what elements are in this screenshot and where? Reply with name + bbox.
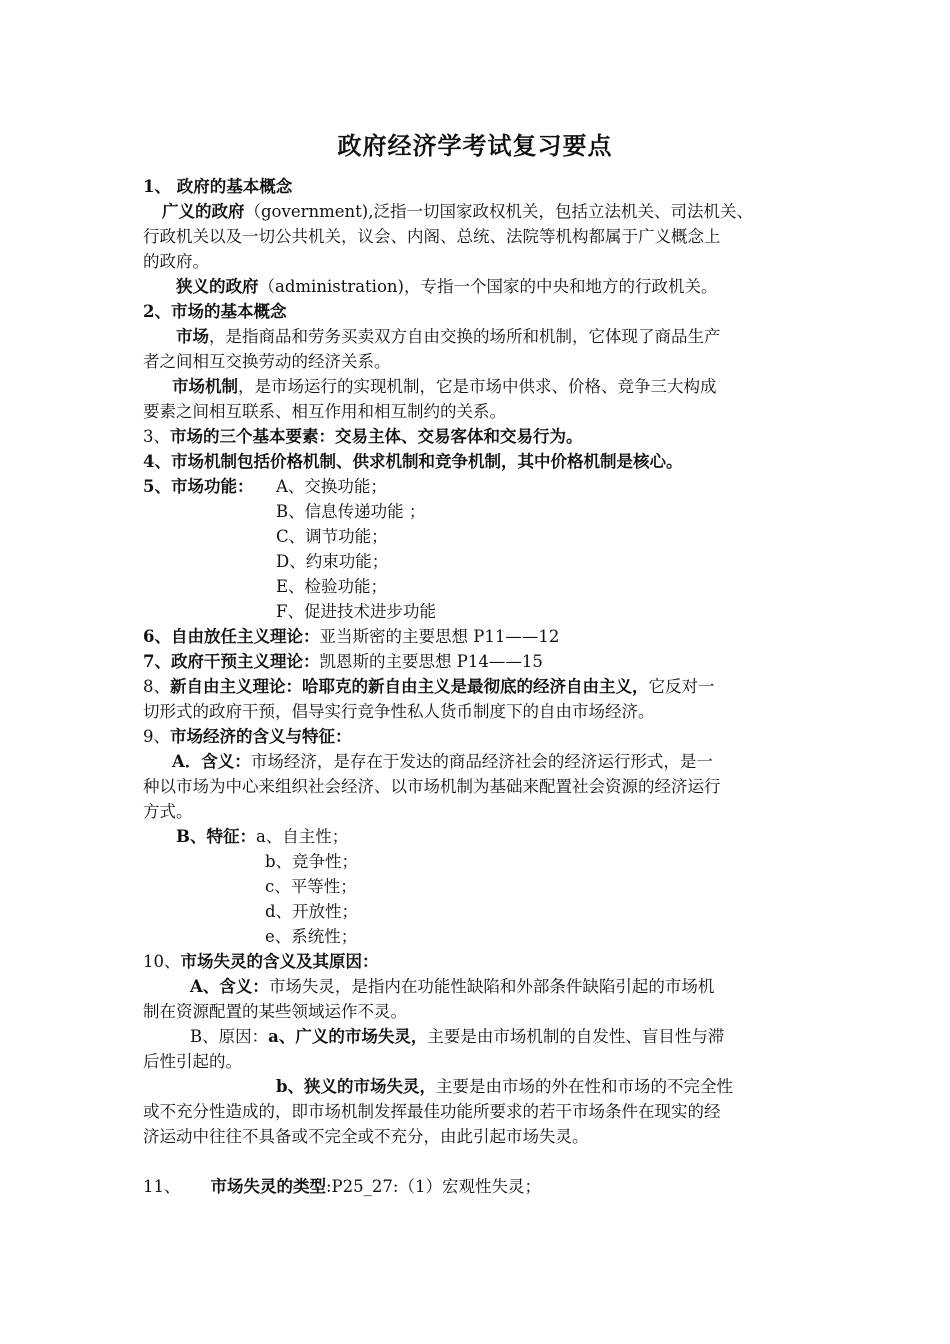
text-span: 市场经济，是存在于发达的商品经济社会的经济运行形式，是一: [250, 752, 713, 771]
term-market: 市场: [176, 327, 209, 346]
features-label: B、特征：: [176, 827, 256, 846]
text-span: 主要是由市场的外在性和市场的不完全性: [436, 1077, 734, 1096]
section-11: [143, 1174, 541, 1199]
section-2-para-2-line-2: 要素之间相互联系、相互作用和相互制约的关系。: [143, 402, 506, 421]
section-7-heading: 7、政府干预主义理论：: [143, 652, 320, 671]
section-10-number: 10、: [143, 952, 181, 971]
text-span: 它反对一: [648, 677, 715, 696]
narrow-failure-label: b、狭义的市场失灵，: [276, 1077, 437, 1096]
feature-item: c、平等性；: [265, 877, 357, 896]
section-10-c-line-1: [276, 1074, 733, 1099]
section-3-text: 市场的三个基本要素：交易主体、交易客体和交易行为。: [170, 427, 583, 446]
section-1-para-1-line-2: 行政机关以及一切公共机关，议会、内阁、总统、法院等机构都属于广义概念上: [143, 227, 721, 246]
broad-failure-label: a、广义的市场失灵，: [268, 1027, 428, 1046]
section-9-a-line-3: 方式。: [143, 802, 193, 821]
section-3-number: 3、: [143, 427, 170, 446]
section-1-heading: 1、 政府的基本概念: [143, 177, 293, 196]
text-span: （government),泛指一切国家政权机关，包括立法机关、司法机关、: [244, 202, 753, 221]
market-function-item: F、促进技术进步功能: [276, 602, 436, 621]
section-3: [143, 424, 583, 449]
text-span: （administration)，专指一个国家的中央和地方的行政机关。: [258, 277, 718, 296]
section-9-title: 市场经济的含义与特征：: [170, 727, 352, 746]
market-function-item: E、检验功能；: [276, 577, 388, 596]
section-10-heading: [143, 949, 379, 974]
section-11-text: :P25_27:（1）宏观性失灵；: [326, 1177, 541, 1196]
section-9-b-line-1: [176, 824, 348, 849]
section-9-heading: [143, 724, 352, 749]
section-7-text: 凯恩斯的主要思想 P14——15: [319, 652, 543, 671]
section-6: [143, 624, 559, 649]
feature-item: d、开放性；: [265, 902, 359, 921]
section-1-para-2: [176, 274, 717, 299]
market-function-item: D、约束功能；: [276, 552, 389, 571]
market-function-item: C、调节功能；: [276, 527, 388, 546]
document-title: 政府经济学考试复习要点: [337, 131, 613, 160]
section-10-b-line-2: 后性引起的。: [143, 1052, 242, 1071]
market-function-item: B、信息传递功能 ；: [276, 502, 426, 521]
section-8-bold-text: 新自由主义理论：哈耶克的新自由主义是最彻底的经济自由主义，: [170, 677, 649, 696]
section-7: [143, 649, 543, 674]
section-9-number: 9、: [143, 727, 170, 746]
section-4: 4、市场机制包括价格机制、供求机制和竞争机制，其中价格机制是核心。: [143, 452, 683, 471]
section-10-c-line-3: 济运动中往往不具备或不完全或不充分，由此引起市场失灵。: [143, 1127, 589, 1146]
section-10-c-line-2: 或不充分性造成的，即市场机制发挥最佳功能所要求的若干市场条件在现实的经: [143, 1102, 721, 1121]
section-11-number: 11、: [143, 1177, 181, 1196]
section-2-para-2-line-1: [172, 374, 717, 399]
section-8-number: 8、: [143, 677, 170, 696]
section-2-para-1-line-2: 者之间相互交换劳动的经济关系。: [143, 352, 391, 371]
section-1-para-1-line-3: 的政府。: [143, 252, 209, 271]
section-10-title: 市场失灵的含义及其原因：: [180, 952, 379, 971]
market-function-item: A、交换功能；: [276, 477, 387, 496]
feature-item: a、自主性；: [255, 827, 349, 846]
section-1-para-1-line-1: [162, 199, 753, 224]
section-8-line-1: [143, 674, 715, 699]
section-6-text: 亚当斯密的主要思想 P11——12: [319, 627, 560, 646]
section-5-heading: 5、市场功能：: [143, 477, 254, 496]
section-10-b-line-1: [190, 1024, 724, 1049]
section-2-para-1-line-1: [176, 324, 721, 349]
text-span: 主要是由市场机制的自发性、盲目性与滞: [427, 1027, 725, 1046]
section-9-a-line-1: [172, 749, 713, 774]
term-narrow-government: 狭义的政府: [176, 277, 259, 296]
meaning-label: A．含义：: [172, 752, 251, 771]
text-span: ，是市场运行的实现机制，它是市场中供求、价格、竞争三大构成: [238, 377, 717, 396]
text-span: 市场失灵，是指内在功能性缺陷和外部条件缺陷引起的市场机: [268, 977, 715, 996]
section-10-a-line-2: 制在资源配置的某些领域运作不灵。: [143, 1002, 407, 1021]
section-8-line-2: 切形式的政府干预，倡导实行竞争性私人货币制度下的自由市场经济。: [143, 702, 655, 721]
feature-item: b、竞争性；: [265, 852, 359, 871]
section-6-heading: 6、自由放任主义理论：: [143, 627, 320, 646]
text-span: ，是指商品和劳务买卖双方自由交换的场所和机制，它体现了商品生产: [209, 327, 721, 346]
cause-label-prefix: B、原因：: [190, 1027, 269, 1046]
section-11-title: 市场失灵的类型: [210, 1177, 326, 1196]
term-broad-government: 广义的政府: [162, 202, 245, 221]
feature-item: e、系统性；: [265, 927, 358, 946]
section-10-a-line-1: [190, 974, 714, 999]
section-9-a-line-2: 种以市场为中心来组织社会经济、以市场机制为基础来配置社会资源的经济运行: [143, 777, 721, 796]
section-2-heading: 2、市场的基本概念: [143, 302, 287, 321]
term-market-mechanism: 市场机制: [172, 377, 238, 396]
meaning-label: A、含义：: [190, 977, 269, 996]
